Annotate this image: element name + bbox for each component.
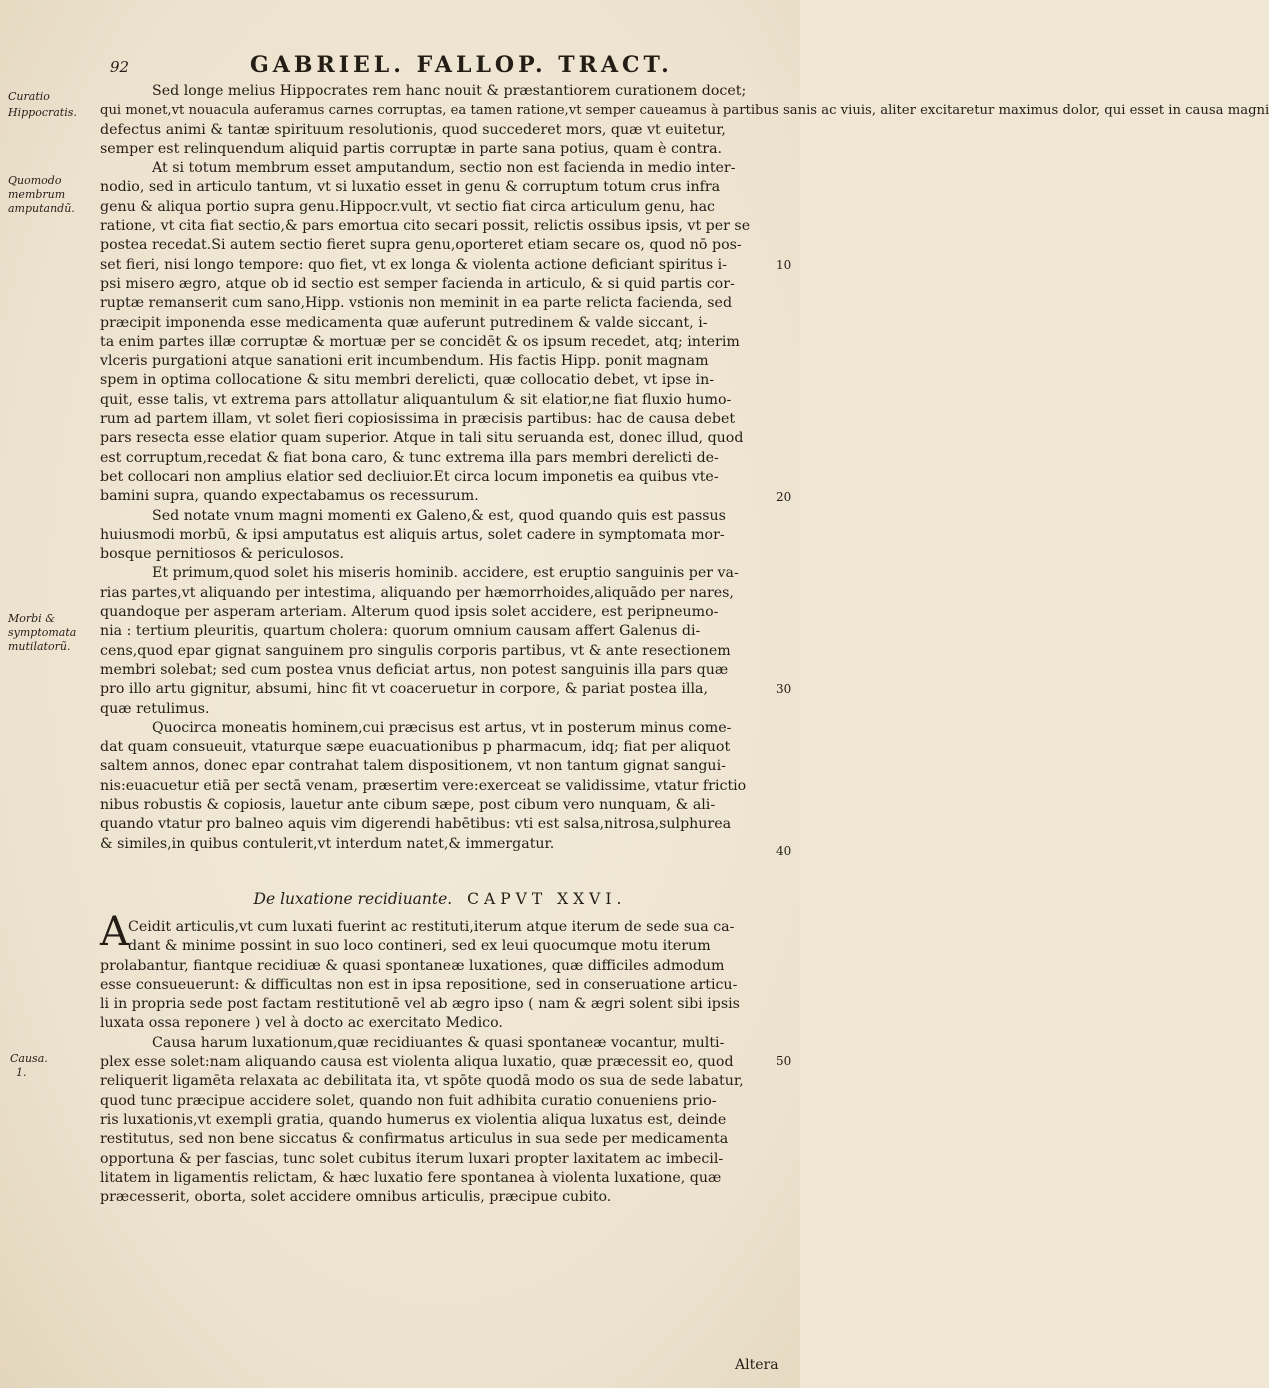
- text-line: ris luxationis,vt exempli gratia, quando humerus ex violentia aliqua luxatus est, deinde: [100, 1111, 727, 1128]
- margin-note-membrum: membrum: [8, 188, 66, 201]
- margin-note-quomodo: Quomodo: [8, 174, 62, 187]
- text-line: cens,quod epar gignat sanguinem pro singulis corporis partibus, vt & ante resectionem: [100, 642, 731, 659]
- text-line: set fieri, nisi longo tempore: quo fiet, vt ex longa & violenta actione deficiant spiritus i-: [100, 256, 727, 273]
- line-number-20: 20: [776, 490, 792, 504]
- text-line: litatem in ligamentis relictam, & hæc luxatio fere spontanea à violenta luxatione, quæ: [100, 1169, 722, 1186]
- text-line: rias partes,vt aliquando per intestima, aliquando per hæmorrhoides,aliquādo per nares,: [100, 584, 734, 601]
- text-line: prolabantur, fiantque recidiuæ & quasi spontaneæ luxationes, quæ difficiles admodum: [100, 957, 725, 974]
- text-line: spem in optima collocatione & situ membri derelicti, quæ collocatio debet, vt ipse in-: [100, 372, 715, 389]
- text-line: At si totum membrum esset amputandum, sectio non est facienda in medio inter-: [152, 160, 736, 177]
- text-line: præcesserit, oborta, solet accidere omnibus articulis, præcipue cubito.: [100, 1189, 612, 1206]
- text-line: ratione, vt cita fiat sectio,& pars emortua cito secari possit, relictis ossibus ipsis, vt per se: [100, 218, 751, 235]
- text-line: Causa harum luxationum,quæ recidiuantes & quasi spontaneæ vocantur, multi-: [152, 1034, 725, 1051]
- margin-note-causa: Causa.: [10, 1052, 48, 1065]
- body-text-chapter: [100, 918, 775, 1207]
- text-line: luxata ossa reponere ) vel à docto ac exercitato Medico.: [100, 1015, 503, 1032]
- text-line: Sed longe melius Hippocrates rem hanc nouit & præstantiorem curationem docet;: [152, 83, 747, 99]
- page-number: 92: [110, 58, 130, 76]
- margin-note-amputandu: amputandũ.: [8, 202, 75, 215]
- text-line: nis:euacuetur etiā per sectā venam, præsertim vere:exerceat se validissime, vtatur frictio: [100, 777, 747, 794]
- text-line: præcipit imponenda esse medicamenta quæ auferunt putredinem & valde siccant, i-: [100, 314, 708, 331]
- text-line: Quocirca moneatis hominem,cui præcisus est artus, vt in posterum minus come-: [152, 719, 732, 736]
- text-line: quod tunc præcipue accidere solet, quando non fuit adhibita curatio conueniens prio-: [100, 1092, 717, 1109]
- line-number-40: 40: [776, 844, 792, 858]
- text-line: dat quam consueuit, vtaturque sæpe euacuationibus p pharmacum, idq; fiat per aliquot: [100, 739, 731, 756]
- text-line: bamini supra, quando expectabamus os recessurum.: [100, 488, 479, 505]
- text-line: nibus robustis & copiosis, lauetur ante cibum sæpe, post cibum vero nunquam, & ali-: [100, 796, 716, 813]
- text-line: saltem annos, donec epar contrahat talem dispositionem, vt non tantum gignat sangui-: [100, 758, 726, 775]
- drop-cap: A: [100, 909, 129, 955]
- text-line: postea recedat.Si autem sectio fieret supra genu,oporteret etiam secare os, quod nō pos-: [100, 237, 742, 254]
- text-line: plex esse solet:nam aliquando causa est violenta aliqua luxatio, quæ præcessit eo, quod: [100, 1054, 734, 1071]
- running-title: GABRIEL. FALLOP. TRACT.: [250, 52, 673, 78]
- line-number-30: 30: [776, 682, 792, 696]
- text-line: dant & minime possint in suo loco contineri, sed ex leui quocumque motu iterum: [128, 938, 711, 955]
- text-line: ruptæ remanserit cum sano,Hipp. vstionis non meminit in ea parte relicta facienda, sed: [100, 295, 733, 312]
- text-line: Ceidit articulis,vt cum luxati fuerint ac restituti,iterum atque iterum de sede sua ca-: [128, 919, 735, 935]
- text-line: quit, esse talis, vt extrema pars attollatur aliquantulum & sit elatior,ne fiat fluxio humo-: [100, 391, 732, 408]
- line-number-50: 50: [776, 1054, 792, 1068]
- text-line: rum ad partem illam, vt solet fieri copiosissima in præcisis partibus: hac de causa debet: [100, 411, 736, 428]
- text-line: membri solebat; sed cum postea vnus deficiat artus, non potest sanguinis illa pars quæ: [100, 661, 729, 678]
- text-line: huiusmodi morbū, & ipsi amputatus est aliquis artus, solet cadere in symptomata mor-: [100, 526, 725, 543]
- text-line: ta enim partes illæ corruptæ & mortuæ per se concidēt & os ipsum recedet, atq; interim: [100, 333, 740, 350]
- text-line: Et primum,quod solet his miseris hominib. accidere, est eruptio sanguinis per va-: [152, 565, 739, 582]
- text-line: psi misero ægro, atque ob id sectio est semper facienda in articulo, & si quid partis cor-: [100, 275, 735, 292]
- text-line: restitutus, sed non bene siccatus & confirmatus articulus in sua sede per medicamenta: [100, 1131, 729, 1148]
- text-line: reliquerit ligamēta relaxata ac debilitata ita, vt spōte quodā modo os sua de sede labatur,: [100, 1073, 744, 1090]
- catchword: Altera: [735, 1357, 779, 1373]
- chapter-heading: [100, 890, 780, 908]
- line-number-10: 10: [776, 258, 792, 272]
- text-line: qui monet,vt nouacula auferamus carnes corruptas, ea tamen ratione,vt semper caueamus à partibus sanis ac viuis, aliter excitaretur maximus dolor, qui esset in causa magni: [100, 103, 1269, 119]
- text-line: est corruptum,recedat & fiat bona caro, & tunc extrema illa pars membri derelicti de-: [100, 449, 719, 466]
- chapter-label: CAPVT XXVI.: [467, 890, 627, 908]
- text-line: pars resecta esse elatior quam superior. Atque in tali situ seruanda est, donec illud, quod: [100, 430, 744, 447]
- margin-note-curatio: Curatio: [8, 90, 50, 103]
- text-line: quando vtatur pro balneo aquis vim digerendi habētibus: vti est salsa,nitrosa,sulphurea: [100, 816, 732, 833]
- margin-note-morbi: Morbi &: [8, 612, 55, 625]
- text-line: genu & aliqua portio supra genu.Hippocr.vult, vt sectio fiat circa articulum genu, hac: [100, 198, 716, 215]
- text-line: nodio, sed in articulo tantum, vt si luxatio esset in genu & corruptum totum crus infra: [100, 179, 721, 196]
- chapter-title: De luxatione recidiuante.: [253, 890, 453, 908]
- text-line: semper est relinquendum aliquid partis corruptæ in parte sana potius, quam è contra.: [100, 140, 723, 157]
- margin-note-mutilatoru: mutilatorũ.: [8, 640, 71, 653]
- text-line: nia : tertium pleuritis, quartum cholera: quorum omnium causam affert Galenus di-: [100, 623, 701, 640]
- text-line: opportuna & per fascias, tunc solet cubitus iterum luxari propter laxitatem ac imbecil-: [100, 1150, 724, 1167]
- text-line: defectus animi & tantæ spirituum resolutionis, quod succederet mors, quæ vt euitetur,: [100, 121, 726, 138]
- text-line: & similes,in quibus contulerit,vt interdum natet,& immergatur.: [100, 835, 555, 852]
- text-line: esse consueuerunt: & difficultas non est in ipsa repositione, sed in conseruatione articu-: [100, 976, 738, 993]
- text-line: quæ retulimus.: [100, 700, 210, 717]
- text-line: bet collocari non amplius elatior sed decliuior.Et circa locum imponetis ea quibus vte-: [100, 468, 719, 485]
- text-line: quandoque per asperam arteriam. Alterum quod ipsis solet accidere, est peripneumo-: [100, 604, 719, 621]
- margin-note-one: 1.: [16, 1066, 27, 1079]
- text-line: vlceris purgationi atque sanationi erit incumbendum. His factis Hipp. ponit magnam: [100, 353, 709, 370]
- text-line: pro illo artu gignitur, absumi, hinc fit vt coaceruetur in corpore, & pariat postea illa,: [100, 681, 708, 698]
- text-line: li in propria sede post factam restitutionē vel ab ægro ipso ( nam & ægri solent sibi ipsis: [100, 996, 740, 1013]
- text-line: Sed notate vnum magni momenti ex Galeno,& est, quod quando quis est passus: [152, 507, 726, 524]
- text-line: bosque pernitiosos & periculosos.: [100, 546, 345, 563]
- running-header: [110, 52, 760, 84]
- margin-note-hippocratis: Hippocratis.: [8, 106, 77, 119]
- margin-note-symptomata: symptomata: [8, 626, 77, 639]
